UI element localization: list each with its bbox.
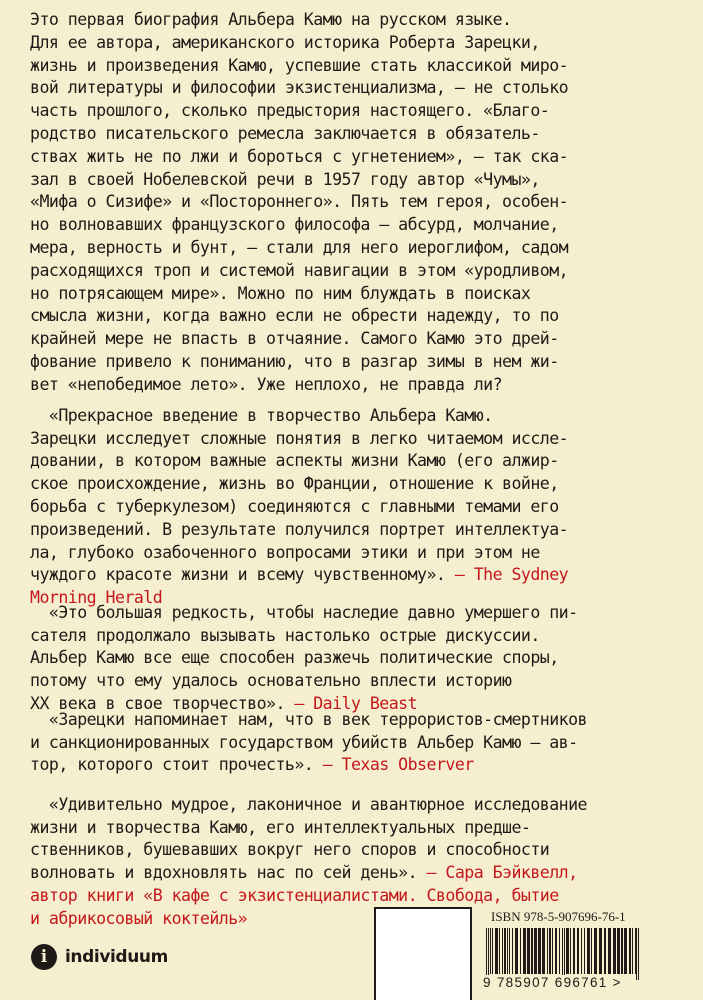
barcode-bar — [573, 928, 575, 974]
description-line: часть прошлого, сколько предыстория настоящего. «Благо- — [30, 101, 550, 121]
barcode-bar — [629, 928, 631, 974]
description-line: Это первая биография Альбера Камю на русском языке. — [30, 10, 512, 29]
barcode-bar — [570, 928, 571, 974]
barcode-bar — [594, 928, 597, 974]
description-line: но потрясающем мире». Можно по ним блуждать в поисках — [30, 283, 531, 303]
description-line: вой литературы и философии экзистенциализма, — не столько — [30, 78, 569, 98]
barcode-bar — [587, 928, 590, 974]
quote-source: — Сара Бэйквелл, автор книги «В кафе с экзистенциалистами. Свобода, бытие и абрикосовый коктейль» — [30, 863, 578, 928]
barcode-bar — [577, 928, 579, 974]
description-line: родство писательского ремесла заключается в обязатель- — [30, 123, 540, 143]
barcode-bar — [555, 928, 557, 974]
description-text — [30, 9, 680, 397]
review-quote-3 — [30, 686, 680, 777]
description-line: мера, верность и бунт, — стали для него иероглифом, садом — [30, 237, 569, 257]
barcode-bar — [562, 928, 563, 980]
barcode-bar — [599, 928, 602, 974]
barcode-bar — [504, 928, 506, 974]
barcode-icon — [484, 928, 644, 980]
quote-text: «Это большая редкость, чтобы наследие давно умершего пи- сателя продолжало вызывать настолько острые дискуссии. Альбер Камю все еще способен разжечь политические споры, потому что ему удалось основательно вплести историю XX века в свое творчество». — [30, 602, 578, 713]
barcode-bar — [488, 928, 489, 980]
barcode-bar — [624, 928, 627, 974]
barcode-bar — [591, 928, 592, 974]
description-line: жизнь и произведения Камю, успевшие стать классикой миро- — [30, 55, 569, 75]
barcode-bar — [608, 928, 611, 974]
barcode-bar — [604, 928, 606, 974]
barcode-bar — [636, 928, 637, 980]
quote-source: — Texas Observer — [322, 755, 474, 775]
barcode-bar — [502, 928, 503, 974]
barcode-bar — [509, 928, 510, 974]
barcode-digits: 9 785907 696761 > — [483, 975, 622, 990]
description-line: смысла жизни, когда важно если не обрести надежду, то по — [30, 306, 559, 326]
barcode-bar — [564, 928, 565, 980]
barcode-bar — [534, 928, 537, 974]
barcode-bar — [512, 928, 513, 974]
barcode-bar — [621, 928, 623, 974]
description-line: расходящихся троп и системой навигации в этом «уродливом, — [30, 260, 569, 280]
publisher-name: individuum — [65, 947, 168, 967]
barcode-bar — [499, 928, 500, 974]
barcode-bar — [495, 928, 498, 974]
barcode-bar — [538, 928, 541, 974]
barcode-bar — [527, 928, 530, 974]
barcode-bar — [507, 928, 508, 974]
description-line: вет «непобедимое лето». Уже неплохо, не правда ли? — [30, 374, 503, 394]
barcode-bar — [632, 928, 633, 974]
quote-source: — Daily Beast — [294, 693, 418, 713]
barcode-bar — [490, 928, 491, 974]
barcode-bar — [552, 928, 553, 974]
description-line: «Мифа о Сизифе» и «Постороннего». Пять тем героя, особен- — [30, 192, 569, 212]
barcode-bar — [617, 928, 620, 974]
description-line: крайней мере не впасть в отчаяние. Самого Камю это дрей- — [30, 329, 559, 349]
barcode-bar — [486, 928, 487, 980]
isbn-label: ISBN 978-5-907696-76-1 — [491, 909, 626, 924]
review-quote-4 — [30, 771, 680, 931]
barcode-bar — [520, 928, 521, 974]
barcode-bar — [547, 928, 548, 974]
description-line: ствах жить не по лжи и бороться с угнетением», — так ска- — [30, 146, 569, 166]
description-line: зал в своей Нобелевской речи в 1957 году автор «Чумы», — [30, 169, 540, 189]
quote-text: «Прекрасное введение в творчество Альбера Камю. Зарецки исследует сложные понятия в легко читаемом иссле- довании, в котором важные аспекты жизни Камю (его алжир- ское происхождение, жизнь во Франции, отношение к войне, борьба с туберкулезом) соединяются с главными темами его произведений. В результате получился портрет интеллектуа- ла, глубоко озабоченного вопросами этики и при этом не чуждого красоте жизни и всему чувственному». — [30, 405, 569, 585]
barcode-bar — [635, 928, 636, 974]
barcode-bar — [542, 928, 545, 974]
barcode-bar — [549, 928, 551, 974]
description-line: но волновавших французского философа — абсурд, молчание, — [30, 215, 559, 235]
barcode-bar — [613, 928, 616, 974]
quote-text: «Удивительно мудрое, лаконичное и авантюрное исследование жизни и творчества Камю, его интеллектуальных предше- ственников, бушевавших вокруг него споров и способности волновать и вдохновлять нас по сей день». — [30, 794, 587, 883]
barcode-bar — [581, 928, 582, 974]
publisher-logo — [31, 944, 168, 970]
quote-text: «Зарецки напоминает нам, что в век террористов-смертников и санкционированных государством убийств Альбер Камю — ав- тор, которого стоит прочесть». — [30, 709, 587, 775]
barcode-bar — [492, 928, 493, 974]
quote-source: — The Sydney Morning Herald — [30, 565, 569, 608]
review-quote-1 — [30, 382, 680, 610]
barcode-bar — [638, 928, 639, 980]
barcode-bar — [566, 928, 569, 974]
barcode-bar — [523, 928, 526, 974]
barcode-bar — [584, 928, 585, 974]
blank-label-box — [374, 907, 472, 1000]
info-i-icon: i — [31, 944, 57, 970]
barcode-bar — [531, 928, 533, 974]
barcode-bar — [515, 928, 518, 974]
description-line: Для ее автора, американского историка Роберта Зарецки, — [30, 32, 540, 52]
barcode-bar — [559, 928, 560, 974]
description-line: фование привело к пониманию, что в разгар зимы в нем жи- — [30, 351, 559, 371]
